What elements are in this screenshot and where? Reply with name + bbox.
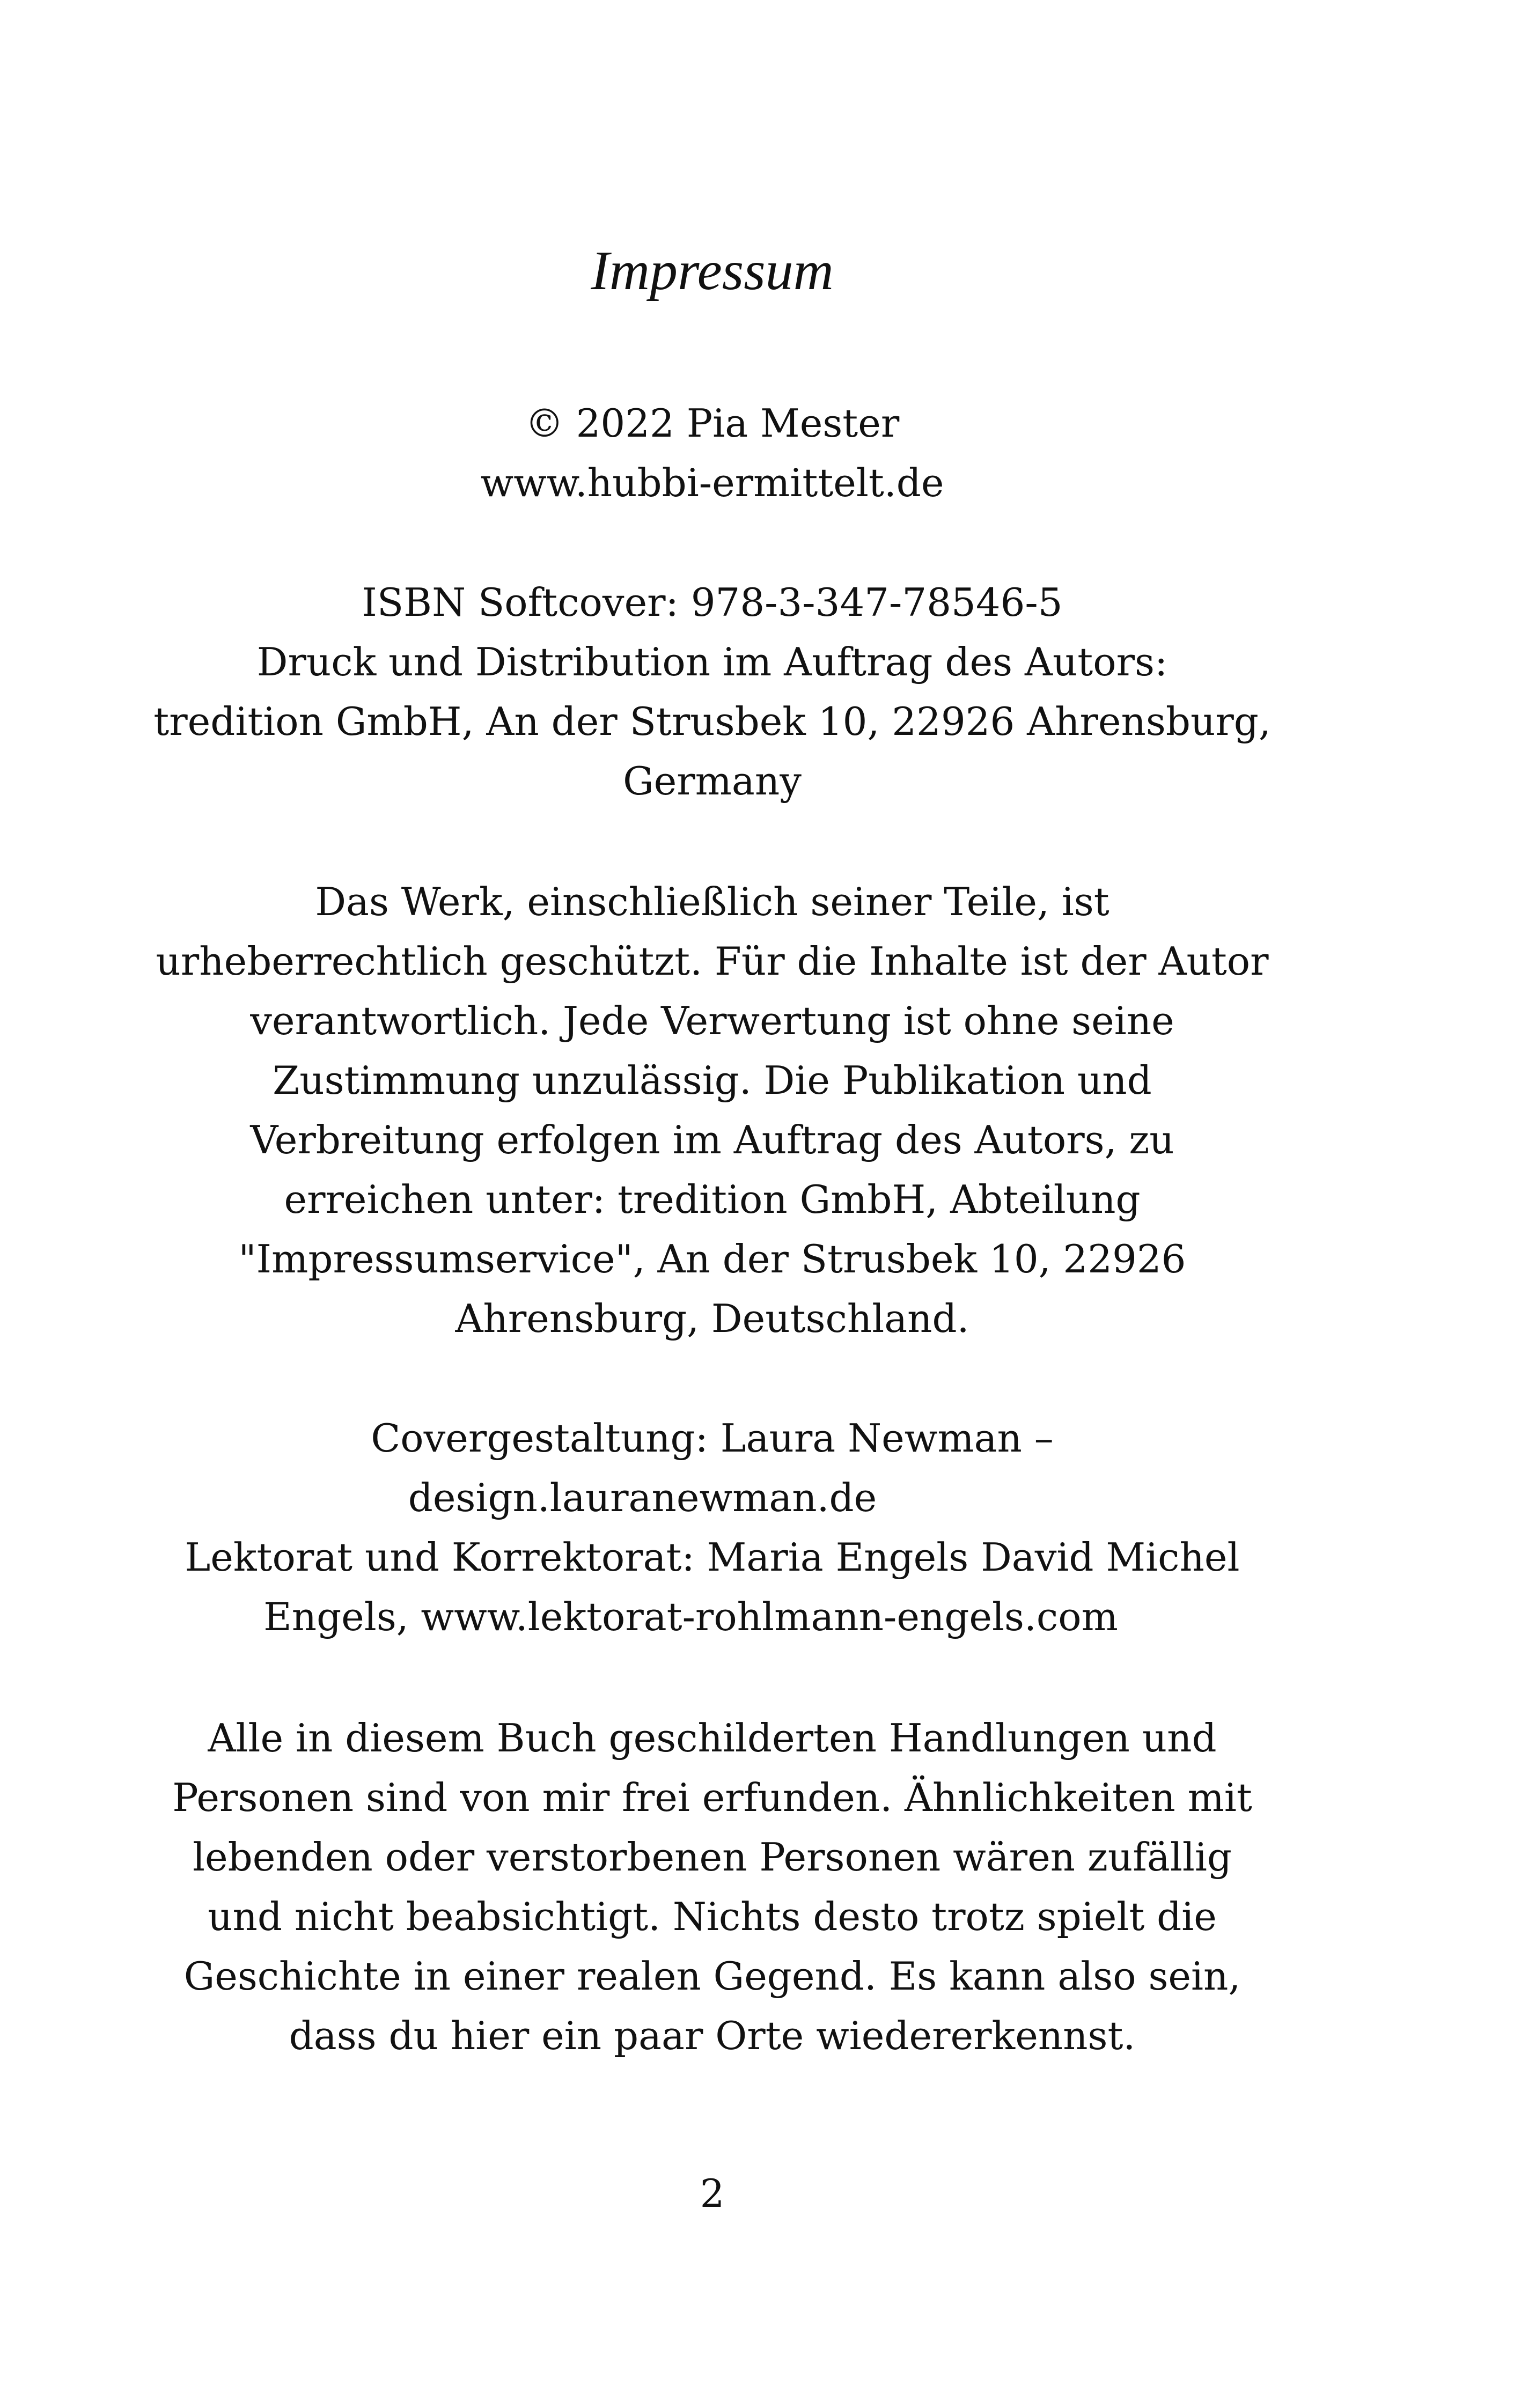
disclaimer-line: Alle in diesem Buch geschilderten Handlungen und: [208, 1715, 1217, 1761]
page-title: Impressum: [591, 240, 834, 301]
rights-line: Zustimmung unzulässig. Die Publikation und: [273, 1058, 1152, 1103]
disclaimer-line: Personen sind von mir frei erfunden. Ähnlichkeiten mit: [172, 1775, 1252, 1820]
disclaimer-line: und nicht beabsichtigt. Nichts desto trotz spielt die: [208, 1894, 1217, 1939]
editing-line: Lektorat und Korrektorat: Maria Engels David Michel: [185, 1535, 1240, 1580]
editing-url-line: Engels, www.lektorat-rohlmann-engels.com: [263, 1594, 1118, 1639]
rights-line: Das Werk, einschließlich seiner Teile, ist: [315, 879, 1109, 924]
credits-block: [134, 1409, 1290, 1647]
copyright-block: [134, 394, 1290, 513]
page-number: 2: [700, 2171, 725, 2216]
disclaimer-paragraph: [134, 1709, 1290, 2066]
copyright-line: © 2022 Pia Mester: [525, 401, 900, 446]
distribution-line: Druck und Distribution im Auftrag des Autors:: [256, 639, 1168, 684]
isbn-line: ISBN Softcover: 978-3-347-78546-5: [362, 580, 1063, 625]
cover-design-url-line: design.lauranewman.de: [408, 1475, 877, 1520]
publisher-address-line: tredition GmbH, An der Strusbek 10, 22926 Ahrensburg,: [153, 699, 1271, 744]
cover-design-line: Covergestaltung: Laura Newman –: [371, 1416, 1054, 1461]
rights-paragraph: [134, 872, 1290, 1349]
disclaimer-line: Geschichte in einer realen Gegend. Es kann also sein,: [183, 1954, 1241, 1999]
rights-line: "Impressumservice", An der Strusbek 10, 22926: [238, 1236, 1186, 1282]
disclaimer-line: lebenden oder verstorbenen Personen wären zufällig: [193, 1835, 1232, 1880]
rights-line: urheberrechtlich geschützt. Für die Inhalte ist der Autor: [156, 939, 1269, 984]
disclaimer-line: dass du hier ein paar Orte wiedererkennst.: [289, 2013, 1136, 2058]
rights-line: verantwortlich. Jede Verwertung ist ohne seine: [250, 998, 1174, 1043]
rights-line: Ahrensburg, Deutschland.: [455, 1296, 969, 1341]
publisher-country-line: Germany: [623, 759, 802, 804]
publishing-block: [134, 573, 1290, 811]
rights-line: erreichen unter: tredition GmbH, Abteilung: [284, 1177, 1141, 1222]
website-line: www.hubbi-ermittelt.de: [480, 460, 944, 505]
rights-line: Verbreitung erfolgen im Auftrag des Autors, zu: [250, 1117, 1174, 1162]
